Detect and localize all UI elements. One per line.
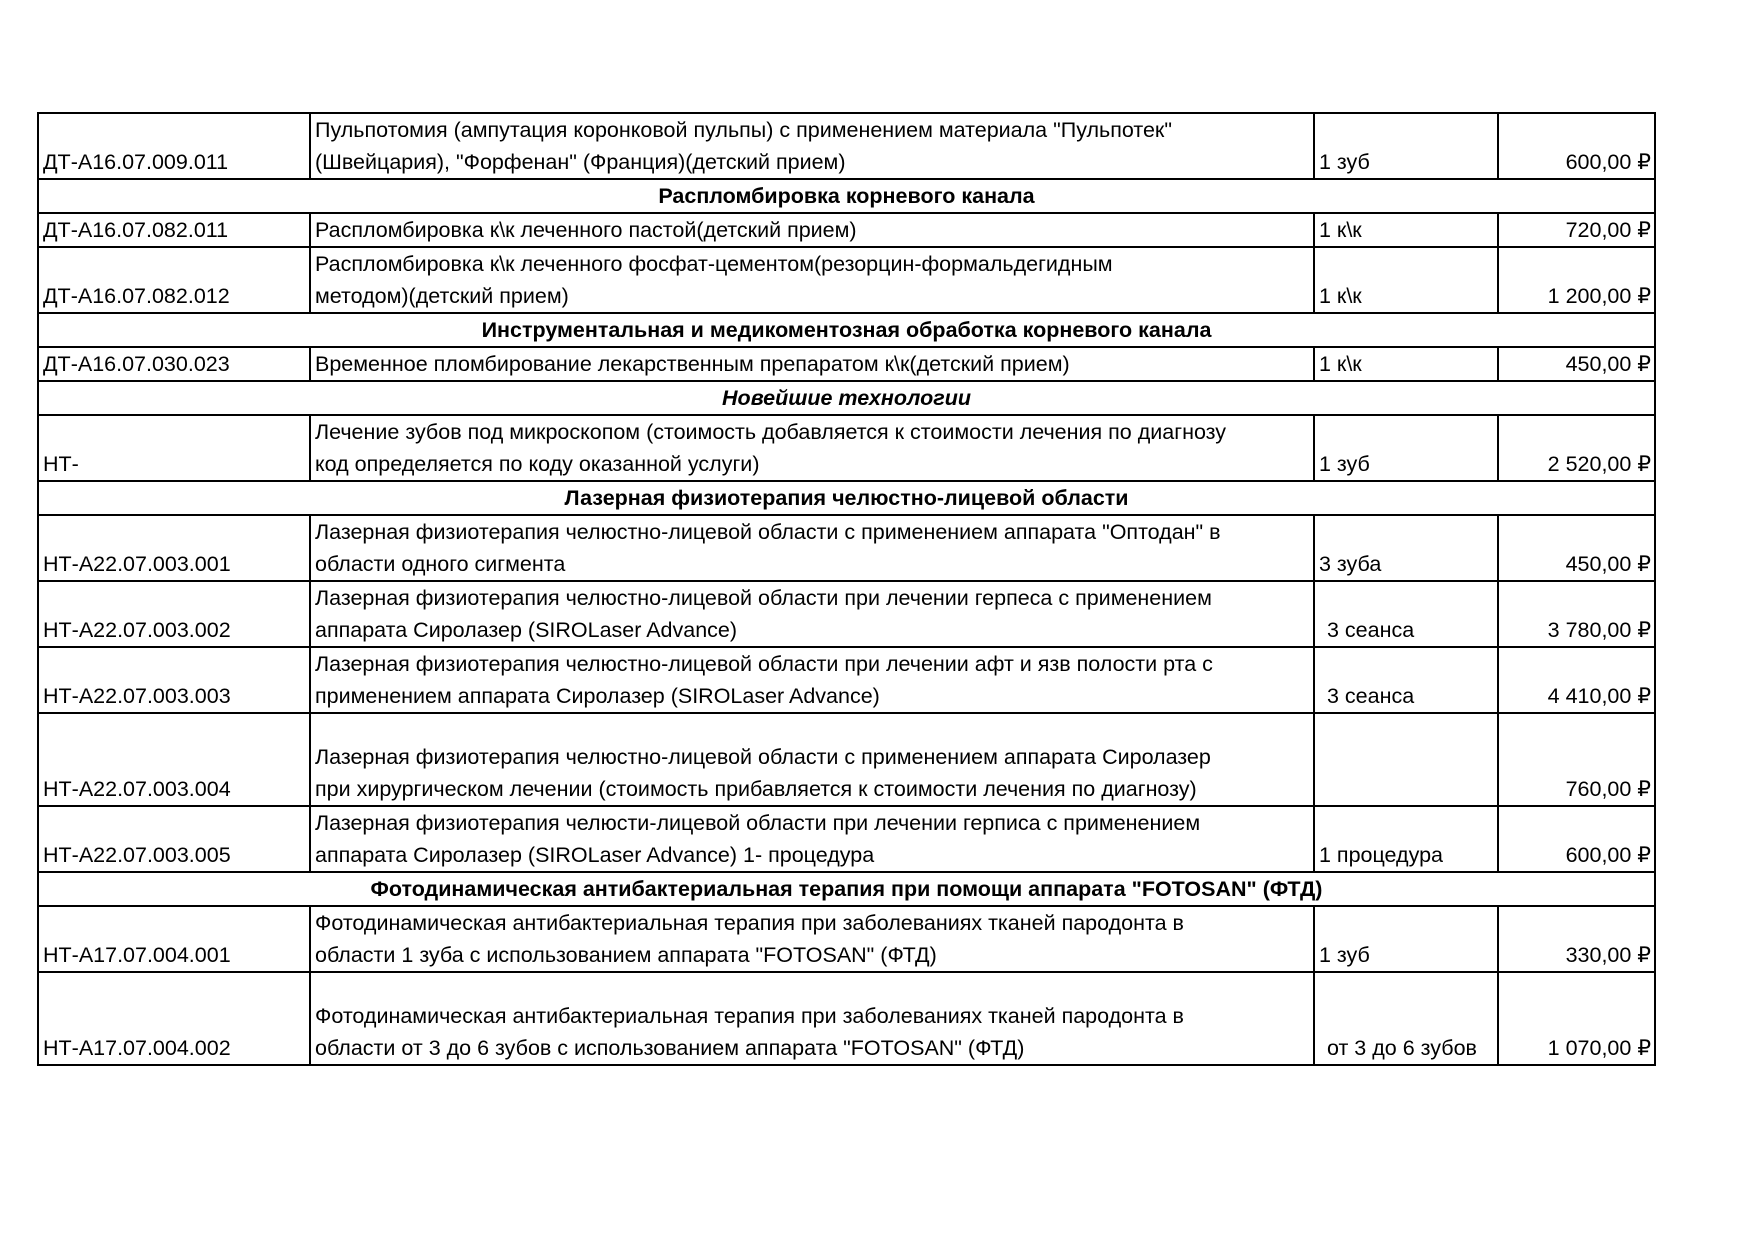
service-unit-cell: 1 к\к [1314,347,1498,381]
table-row [38,213,1655,247]
table-row [38,581,1655,647]
section-title: Новейшие технологии [38,381,1655,415]
service-price-cell: 4 410,00 ₽ [1498,647,1655,713]
service-description-cell: Фотодинамическая антибактериальная терапия при заболеваниях тканей пародонта в области 1 зуба с использованием аппарата "FOTOSAN" (ФТД) [310,906,1314,972]
section-header-row [38,179,1655,213]
table-row [38,113,1655,179]
service-code-cell: НТ-А22.07.003.001 [38,515,310,581]
service-unit-cell: 1 к\к [1314,213,1498,247]
service-description-cell: Временное пломбирование лекарственным препаратом к\к(детский прием) [310,347,1314,381]
price-table [37,112,1656,1066]
service-unit-cell: 1 к\к [1314,247,1498,313]
service-price-cell: 1 070,00 ₽ [1498,972,1655,1065]
table-row [38,713,1655,806]
service-unit-cell: 3 сеанса [1314,581,1498,647]
service-price-cell: 600,00 ₽ [1498,806,1655,872]
service-description-cell: Лазерная физиотерапия челюстно-лицевой области с применением аппарата "Оптодан" в области одного сигмента [310,515,1314,581]
service-code-cell: НТ-А17.07.004.002 [38,972,310,1065]
service-description-cell: Лазерная физиотерапия челюстно-лицевой области при лечении герпеса с применением аппарата Сиролазер (SIROLaser Advance) [310,581,1314,647]
service-code-cell: ДТ-А16.07.082.012 [38,247,310,313]
service-price-cell: 600,00 ₽ [1498,113,1655,179]
table-row [38,806,1655,872]
table-row [38,906,1655,972]
service-description-cell: Распломбировка к\к леченного пастой(детский прием) [310,213,1314,247]
table-row [38,347,1655,381]
section-title: Распломбировка корневого канала [38,179,1655,213]
section-title: Фотодинамическая антибактериальная терапия при помощи аппарата "FOTOSAN" (ФТД) [38,872,1655,906]
service-description-cell: Лечение зубов под микроскопом (стоимость добавляется к стоимости лечения по диагнозу код определяется по коду оказанной услуги) [310,415,1314,481]
service-description-cell: Лазерная физиотерапия челюстно-лицевой области при лечении афт и язв полости рта с применением аппарата Сиролазер (SIROLaser Advance) [310,647,1314,713]
service-description-cell: Фотодинамическая антибактериальная терапия при заболеваниях тканей пародонта в области от 3 до 6 зубов с использованием аппарата "FOTOSAN" (ФТД) [310,972,1314,1065]
section-header-row [38,381,1655,415]
service-code-cell: НТ-А22.07.003.004 [38,713,310,806]
service-unit-cell: 1 зуб [1314,415,1498,481]
service-unit-cell: 3 зуба [1314,515,1498,581]
price-table-body [38,113,1655,1065]
service-description-cell: Пульпотомия (ампутация коронковой пульпы) с применением материала "Пульпотек" (Швейцария), "Форфенан" (Франция)(детский прием) [310,113,1314,179]
service-code-cell: НТ-А22.07.003.005 [38,806,310,872]
service-unit-cell: 1 процедура [1314,806,1498,872]
service-price-cell: 3 780,00 ₽ [1498,581,1655,647]
service-description-cell: Распломбировка к\к леченного фосфат-цементом(резорцин-формальдегидным методом)(детский прием) [310,247,1314,313]
service-unit-cell [1314,713,1498,806]
service-unit-cell: 3 сеанса [1314,647,1498,713]
service-code-cell: ДТ-А16.07.082.011 [38,213,310,247]
table-row [38,247,1655,313]
price-list-sheet [37,112,1654,1066]
service-price-cell: 720,00 ₽ [1498,213,1655,247]
section-header-row [38,481,1655,515]
table-row [38,515,1655,581]
table-row [38,647,1655,713]
table-row [38,972,1655,1065]
service-description-cell: Лазерная физиотерапия челюстно-лицевой области с применением аппарата Сиролазер при хирургическом лечении (стоимость прибавляется к стоимости лечения по диагнозу) [310,713,1314,806]
service-code-cell: НТ-А17.07.004.001 [38,906,310,972]
service-price-cell: 1 200,00 ₽ [1498,247,1655,313]
section-title: Лазерная физиотерапия челюстно-лицевой области [38,481,1655,515]
service-price-cell: 760,00 ₽ [1498,713,1655,806]
table-row [38,415,1655,481]
service-price-cell: 450,00 ₽ [1498,515,1655,581]
service-unit-cell: от 3 до 6 зубов [1314,972,1498,1065]
service-unit-cell: 1 зуб [1314,906,1498,972]
service-unit-cell: 1 зуб [1314,113,1498,179]
service-price-cell: 2 520,00 ₽ [1498,415,1655,481]
section-header-row [38,313,1655,347]
service-code-cell: ДТ-А16.07.009.011 [38,113,310,179]
service-code-cell: ДТ-А16.07.030.023 [38,347,310,381]
service-description-cell: Лазерная физиотерапия челюсти-лицевой области при лечении герписа с применением аппарата Сиролазер (SIROLaser Advance) 1- процедура [310,806,1314,872]
section-title: Инструментальная и медикоментозная обработка корневого канала [38,313,1655,347]
section-header-row [38,872,1655,906]
service-code-cell: НТ-А22.07.003.003 [38,647,310,713]
service-price-cell: 450,00 ₽ [1498,347,1655,381]
service-code-cell: НТ-А22.07.003.002 [38,581,310,647]
service-code-cell: НТ- [38,415,310,481]
service-price-cell: 330,00 ₽ [1498,906,1655,972]
